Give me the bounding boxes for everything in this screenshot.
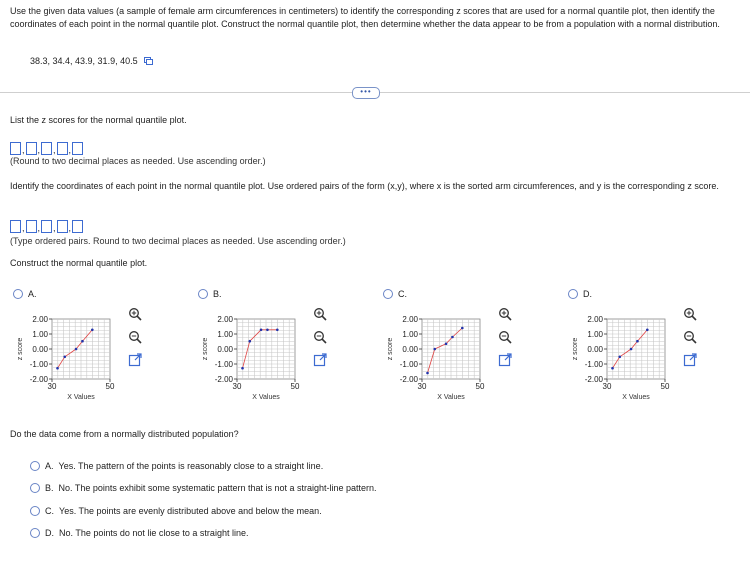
q2-hint: (Type ordered pairs. Round to two decimal places as needed. Use ascending order.) [10,236,346,246]
y-tick-label: 1.00 [402,330,418,339]
expand-icon[interactable] [313,353,327,367]
more-button[interactable]: ••• [352,87,380,99]
data-point [636,340,639,343]
data-point [433,348,436,351]
plot-option-label[interactable] [568,289,592,299]
radio-icon[interactable] [198,289,208,299]
x-tick-label: 30 [602,382,612,391]
zoom-in-icon[interactable] [128,307,142,321]
data-point [276,329,279,332]
y-tick-label: -2.00 [214,375,233,384]
y-tick-label: -2.00 [29,375,48,384]
option-letter: A. [28,289,37,299]
pair-input-3[interactable] [41,220,52,233]
y-tick-label: -1.00 [214,360,233,369]
y-tick-label: 1.00 [217,330,233,339]
q3-label: Construct the normal quantile plot. [10,258,148,268]
separator: , [53,145,56,155]
option-text: No. The points exhibit some systematic pattern that is not a straight-line pattern. [58,483,377,493]
data-point [426,372,429,375]
normal-quantile-plot [565,307,685,417]
plot-option-d[interactable] [565,287,740,412]
separator: , [68,223,72,233]
expand-icon[interactable] [683,353,697,367]
x-axis-label: X Values [67,394,95,401]
option-letter: D. [45,528,54,538]
plot-option-c[interactable] [380,287,555,412]
option-letter: D. [583,289,592,299]
pair-input-4[interactable] [57,220,68,233]
mc-option-a[interactable] [30,461,323,471]
x-tick-label: 30 [232,382,242,391]
data-point [451,336,454,339]
zoom-in-icon[interactable] [498,307,512,321]
q2-label: Identify the coordinates of each point in the normal quantile plot. Use ordered pairs of the form (x,y), where x is the sorted arm circumferences, and y is the corresponding z score. [10,181,719,191]
pair-input-1[interactable] [10,220,21,233]
option-letter: B. [213,289,222,299]
y-tick-label: -2.00 [584,375,603,384]
option-letter: C. [45,506,54,516]
mc-option-d[interactable] [30,528,248,538]
radio-icon[interactable] [30,506,40,516]
x-tick-label: 50 [105,382,115,391]
expand-icon[interactable] [498,353,512,367]
data-point [81,340,84,343]
zoom-out-icon[interactable] [313,330,327,344]
y-tick-label: 1.00 [587,330,603,339]
radio-icon[interactable] [30,461,40,471]
zoom-in-icon[interactable] [313,307,327,321]
zoom-out-icon[interactable] [498,330,512,344]
x-axis-label: X Values [622,394,650,401]
y-axis-label: z score [17,337,24,361]
y-tick-label: -1.00 [29,360,48,369]
z-score-input-3[interactable] [41,142,52,155]
problem-statement: Use the given data values (a sample of female arm circumferences in centimeters) to identify the corresponding z scores that are used for a normal quantile plot, then identify the coordinates of each point in the normal quantile plot. Construct the normal quantile plot, then determine whether the data appear to be from a population with a normal distribution. [10,6,720,29]
y-tick-label: 2.00 [587,315,603,324]
x-tick-label: 30 [417,382,427,391]
mc-option-b[interactable] [30,483,377,493]
data-point [241,367,244,370]
copy-data-icon[interactable] [144,57,153,65]
data-point [611,367,614,370]
y-tick-label: -1.00 [584,360,603,369]
separator: , [37,223,41,233]
y-axis-label: z score [572,337,579,361]
data-point [646,329,649,332]
y-tick-label: -2.00 [399,375,418,384]
separator: , [53,223,56,233]
data-point [248,340,251,343]
option-letter: B. [45,483,54,493]
y-tick-label: -1.00 [399,360,418,369]
option-text: No. The points do not lie close to a straight line. [59,528,249,538]
option-letter: A. [45,461,54,471]
pair-input-2[interactable] [26,220,37,233]
data-values-text: 38.3, 34.4, 43.9, 31.9, 40.5 [30,56,138,66]
y-tick-label: 0.00 [32,345,48,354]
x-tick-label: 50 [475,382,485,391]
plot-option-label[interactable] [383,289,407,299]
y-tick-label: 2.00 [217,315,233,324]
x-axis-label: X Values [252,394,280,401]
normal-quantile-plot [195,307,315,417]
expand-icon[interactable] [128,353,142,367]
q1-answer-boxes [10,139,83,155]
radio-icon[interactable] [383,289,393,299]
y-tick-label: 1.00 [32,330,48,339]
separator: , [22,223,25,233]
normal-quantile-plot [380,307,500,417]
zoom-in-icon[interactable] [683,307,697,321]
radio-icon[interactable] [13,289,23,299]
data-values [30,56,153,66]
y-tick-label: 0.00 [217,345,233,354]
data-point [91,329,94,332]
q1-hint: (Round to two decimal places as needed. Use ascending order.) [10,156,266,166]
y-tick-label: 2.00 [402,315,418,324]
zoom-out-icon[interactable] [683,330,697,344]
plot-option-a[interactable] [10,287,185,412]
data-point [75,348,78,351]
y-tick-label: 2.00 [32,315,48,324]
q2-answer-boxes [10,217,83,233]
data-point [630,348,633,351]
separator: , [22,145,25,155]
mc-option-c[interactable] [30,506,322,516]
x-tick-label: 50 [290,382,300,391]
z-score-input-5[interactable] [72,142,83,155]
z-score-input-4[interactable] [57,142,68,155]
q1-label: List the z scores for the normal quantile plot. [10,115,187,125]
plot-option-label[interactable] [13,289,37,299]
plot-option-b[interactable] [195,287,370,412]
normal-quantile-plot [10,307,130,417]
separator: , [68,145,72,155]
x-axis-label: X Values [437,394,465,401]
x-tick-label: 50 [660,382,670,391]
data-point [618,356,621,359]
option-letter: C. [398,289,407,299]
option-text: Yes. The points are evenly distributed above and below the mean. [59,506,322,516]
z-score-input-1[interactable] [10,142,21,155]
plot-option-label[interactable] [198,289,222,299]
data-point [63,356,66,359]
y-tick-label: 0.00 [587,345,603,354]
radio-icon[interactable] [568,289,578,299]
pair-input-5[interactable] [72,220,83,233]
zoom-out-icon[interactable] [128,330,142,344]
radio-icon[interactable] [30,483,40,493]
z-score-input-2[interactable] [26,142,37,155]
option-text: Yes. The pattern of the points is reasonably close to a straight line. [58,461,324,471]
y-axis-label: z score [202,337,209,361]
y-tick-label: 0.00 [402,345,418,354]
data-point [461,327,464,330]
data-point [260,329,263,332]
y-axis-label: z score [387,337,394,361]
data-point [445,342,448,345]
separator: , [37,145,41,155]
x-tick-label: 30 [47,382,57,391]
data-point [266,329,269,332]
q4-label: Do the data come from a normally distributed population? [10,429,239,439]
radio-icon[interactable] [30,528,40,538]
data-point [56,367,59,370]
